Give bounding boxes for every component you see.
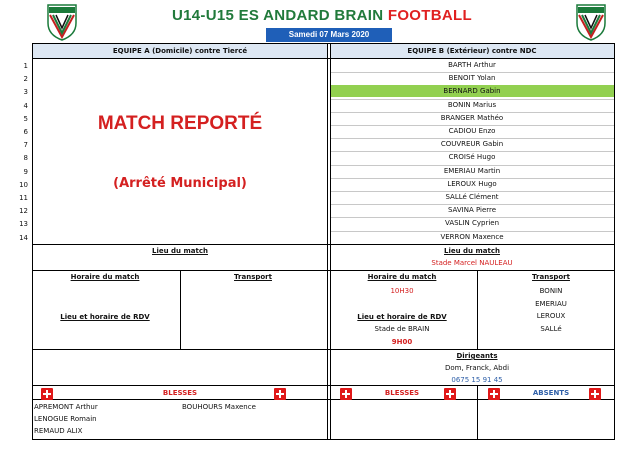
row-number: 10 — [19, 181, 28, 189]
title-age: U14-U15 — [172, 7, 235, 24]
red-cross-icon — [589, 388, 601, 400]
row-number: 4 — [23, 102, 28, 110]
row-number: 9 — [23, 168, 28, 176]
right-rdv-time: 9H00 — [391, 338, 413, 346]
team-b-row-line — [331, 217, 614, 218]
absents-label: ABSENTS — [532, 389, 570, 397]
red-cross-icon — [274, 388, 286, 400]
red-cross-icon — [488, 388, 500, 400]
date-band — [266, 28, 392, 42]
transport-driver: BONIN — [539, 287, 563, 295]
blesses-left-label: BLESSES — [162, 389, 198, 397]
club-crest-icon — [44, 3, 80, 41]
team-b-row-line — [331, 204, 614, 205]
club-crest-icon — [573, 3, 609, 41]
match-date: Samedi 07 Mars 2020 — [288, 30, 370, 39]
injured-player: REMAUD ALIX — [34, 427, 83, 435]
team-b-row-line — [331, 99, 614, 100]
row-number: 8 — [23, 154, 28, 162]
dirigeants-names: Dom, Franck, Abdi — [444, 364, 510, 372]
injured-table — [32, 386, 615, 440]
team-b-player: VERRON Maxence — [440, 233, 504, 241]
row-number: 12 — [19, 207, 28, 215]
team-b-player: VASLIN Cyprien — [444, 219, 500, 227]
row-number: 14 — [19, 234, 28, 242]
team-b-player: CADIOU Enzo — [448, 127, 496, 135]
page-title — [172, 8, 472, 23]
left-horaire-label: Horaire du match — [70, 273, 140, 281]
team-b-heading: EQUIPE B (Extérieur) contre NDC — [407, 47, 537, 55]
row-number: 1 — [23, 62, 28, 70]
right-transport-label: Transport — [532, 273, 570, 281]
team-b-row-line — [331, 178, 614, 179]
team-b-row-line — [331, 165, 614, 166]
team-b-player: COUVREUR Gabin — [440, 140, 504, 148]
transport-driver: LEROUX — [536, 312, 566, 320]
left-lieu-label: Lieu du match — [152, 247, 208, 255]
team-b-row-line — [331, 112, 614, 113]
row-number: 2 — [23, 75, 28, 83]
match-postponed-message: MATCH REPORTÉ — [97, 113, 263, 134]
row-number: 5 — [23, 115, 28, 123]
title-football: FOOTBALL — [387, 7, 472, 24]
team-b-player: BENOIT Yolan — [448, 74, 496, 82]
transport-driver: EMERIAU — [535, 299, 567, 308]
right-horaire-label: Horaire du match — [367, 273, 437, 281]
left-transport-label: Transport — [234, 273, 272, 281]
left-rdv-label: Lieu et horaire de RDV — [60, 313, 150, 321]
team-b-row-line — [331, 138, 614, 139]
team-b-player: BRANGER Mathéo — [440, 114, 504, 122]
team-b-player: BONIN Marius — [447, 101, 497, 109]
team-b-player: CROISé Hugo — [448, 153, 496, 161]
row-number: 3 — [23, 88, 28, 96]
team-b-row-line — [331, 72, 614, 73]
team-a-heading: EQUIPE A (Domicile) contre Tiercé — [112, 47, 248, 55]
dirigeants-label: Dirigeants — [456, 352, 498, 360]
dirigeants-phone: 0675 15 91 45 — [451, 376, 503, 384]
right-lieu-label: Lieu du match — [444, 247, 500, 255]
right-horaire-value: 10H30 — [390, 287, 414, 295]
team-b-row-line — [331, 125, 614, 126]
team-b-player: BARTH Arthur — [448, 61, 496, 69]
postponed-reason: (Arrêté Municipal) — [113, 176, 247, 191]
team-b-player: SALLé Clément — [445, 193, 499, 201]
injured-player: APREMONT Arthur — [34, 403, 98, 411]
transport-driver: SALLé — [540, 324, 562, 333]
right-lieu-value: Stade Marcel NAULEAU — [431, 259, 513, 267]
blesses-right-label: BLESSES — [384, 389, 420, 397]
team-b-player: SAVINA Pierre — [447, 206, 497, 214]
row-number: 7 — [23, 141, 28, 149]
right-rdv-label: Lieu et horaire de RDV — [357, 313, 447, 321]
row-number: 13 — [19, 220, 28, 228]
team-b-player: LEROUX Hugo — [447, 180, 497, 188]
right-rdv-place: Stade de BRAIN — [374, 325, 430, 333]
team-b-row-line — [331, 231, 614, 232]
red-cross-icon — [444, 388, 456, 400]
row-number: 6 — [23, 128, 28, 136]
title-club: ES ANDARD BRAIN — [238, 7, 384, 24]
injured-player: BOUHOURS Maxence — [182, 403, 256, 411]
injured-player: LENOGUE Romain — [34, 415, 97, 423]
red-cross-icon — [41, 388, 53, 400]
team-b-row-line — [331, 151, 614, 152]
red-cross-icon — [340, 388, 352, 400]
team-b-player: BERNARD Gabin — [443, 87, 501, 95]
team-b-player: EMERIAU Martin — [443, 167, 501, 175]
team-b-row-line — [331, 191, 614, 192]
row-number: 11 — [19, 194, 28, 202]
